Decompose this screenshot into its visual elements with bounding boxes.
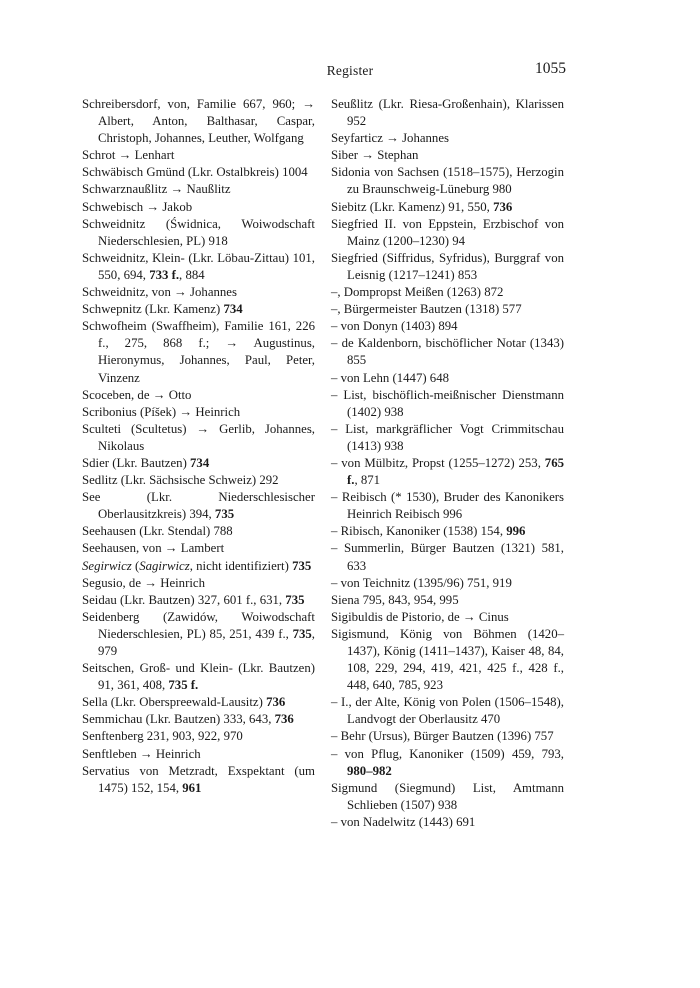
index-entry-text: Siegfried (Siffridus, Syfridus), Burggraf von Leisnig (1217–1241) 853	[331, 250, 564, 282]
index-entry	[331, 130, 564, 147]
page-number: 1055	[535, 60, 566, 77]
index-entry	[331, 96, 564, 130]
index-entry-text: – de Kaldenborn, bischöflicher Notar (1343) 855	[331, 336, 564, 368]
index-entry-text: (	[131, 558, 140, 573]
index-entry	[331, 780, 564, 814]
index-entry-text: Sdier (Lkr. Bautzen)	[82, 455, 191, 470]
index-entry-text: Seehausen (Lkr. Stendal) 788	[82, 524, 233, 539]
index-entry	[82, 728, 315, 745]
index-entry	[331, 335, 564, 369]
index-entry-text: Sculteti (Scultetus) → Gerlib, Johannes, Nikolaus	[82, 421, 315, 453]
index-entry	[82, 387, 315, 404]
index-entry	[82, 147, 315, 164]
index-entry	[82, 216, 315, 250]
index-entry	[82, 609, 315, 660]
index-entry	[331, 694, 564, 728]
index-entry-text: Schreibersdorf, von, Familie 667, 960; → Albert, Anton, Balthasar, Caspar, Christoph, Johannes, Leuther, Wolfgang	[82, 97, 315, 146]
index-entry-text: Senftleben → Heinrich	[82, 746, 201, 761]
index-entry-text: – List, bischöflich-meißnischer Dienstmann (1402) 938	[331, 387, 564, 419]
index-entry-text: 961	[182, 780, 202, 795]
index-entry-text: 735 f.	[168, 678, 199, 693]
index-entry-text: – Behr (Ursus), Bürger Bautzen (1396) 757	[331, 729, 554, 744]
index-entry	[331, 489, 564, 523]
index-entry	[82, 694, 315, 711]
index-entry	[331, 301, 564, 318]
index-entry	[331, 540, 564, 574]
index-entry	[331, 199, 564, 216]
index-entry	[82, 250, 315, 284]
index-entry-text: Schweidnitz, von → Johannes	[82, 285, 237, 300]
index-entry-text: Siegfried II. von Eppstein, Erzbischof von Mainz (1200–1230) 94	[331, 216, 564, 248]
index-entry	[82, 181, 315, 198]
index-entry-text: Sidonia von Sachsen (1518–1575), Herzogin zu Braunschweig-Lüneburg 980	[331, 165, 564, 197]
index-entry-text: Sedlitz (Lkr. Sächsische Schweiz) 292	[82, 473, 279, 488]
index-entry	[82, 540, 315, 557]
index-entry-text: Senftenberg 231, 903, 922, 970	[82, 729, 243, 744]
index-entry-text: Semmichau (Lkr. Bautzen) 333, 643,	[82, 712, 275, 727]
index-entry	[331, 746, 564, 780]
index-entry	[82, 489, 315, 523]
index-entry-text: 735	[285, 592, 305, 607]
index-entry-text: Segusio, de → Heinrich	[82, 575, 205, 590]
index-column-left	[82, 96, 315, 797]
index-entry-text: Seehausen, von → Lambert	[82, 541, 225, 556]
index-entry-text: – von Nadelwitz (1443) 691	[331, 814, 476, 829]
index-entry-text: See (Lkr. Niederschlesischer Oberlausitzkreis) 394,	[82, 490, 315, 522]
index-entry	[331, 609, 564, 626]
index-entry-text: Scoceben, de → Otto	[82, 387, 192, 402]
index-entry-text: 735	[292, 558, 312, 573]
index-entry	[82, 284, 315, 301]
index-entry-text: 736	[493, 199, 513, 214]
index-entry	[331, 387, 564, 421]
index-entry-text: 996	[506, 524, 526, 539]
index-entry-text: 736	[266, 695, 286, 710]
index-entry-text: – Summerlin, Bürger Bautzen (1321) 581, 633	[331, 541, 564, 573]
index-entry	[82, 746, 315, 763]
index-entry-text: Schwarznaußlitz → Naußlitz	[82, 182, 231, 197]
index-entry-text: – von Teichnitz (1395/96) 751, 919	[331, 575, 512, 590]
index-entry	[82, 592, 315, 609]
index-entry	[82, 421, 315, 455]
index-entry-text: – List, markgräflicher Vogt Crimmitschau (1413) 938	[331, 421, 564, 453]
index-entry-text: 765 f.	[347, 455, 564, 488]
index-entry-text: – von Lehn (1447) 648	[331, 370, 449, 385]
index-entry	[82, 199, 315, 216]
index-entry-text: –, Bürgermeister Bautzen (1318) 577	[331, 302, 522, 317]
index-entry	[82, 711, 315, 728]
index-entry	[82, 301, 315, 318]
index-entry-text: Siena 795, 843, 954, 995	[331, 592, 459, 607]
index-entry-text: , 979	[98, 626, 315, 658]
index-entry	[82, 164, 315, 181]
index-entry-text: Seidau (Lkr. Bautzen) 327, 601 f., 631,	[82, 592, 286, 607]
index-entry-text: 733 f.	[149, 267, 180, 282]
index-entry-text: Siber → Stephan	[331, 148, 419, 163]
index-entry	[82, 318, 315, 386]
index-entry	[82, 575, 315, 592]
index-entry	[331, 147, 564, 164]
index-entry	[331, 455, 564, 489]
index-entry-text: – von Pflug, Kanoniker (1509) 459, 793,	[331, 746, 564, 761]
index-entry-text: Segirwicz	[82, 558, 132, 573]
running-title: Register	[326, 63, 374, 78]
index-entry-text: – von Donyn (1403) 894	[331, 319, 458, 334]
index-entry	[331, 250, 564, 284]
index-entry	[82, 472, 315, 489]
index-column-right	[331, 96, 564, 831]
index-entry-text: Siebitz (Lkr. Kamenz) 91, 550,	[331, 199, 494, 214]
index-entry-text: – von Mülbitz, Propst (1255–1272) 253,	[331, 455, 545, 470]
index-entry-text: Seidenberg (Zawidów, Woiwodschaft Niederschlesien, PL) 85, 251, 439 f.,	[82, 609, 315, 641]
index-entry-text: Schwofheim (Swaffheim), Familie 161, 226 f., 275, 868 f.; → Augustinus, Hieronymus, Johannes, Paul, Peter, Vinzenz	[82, 319, 315, 385]
index-entry-text: Schwebisch → Jakob	[82, 199, 193, 214]
index-entry-text: Seyfarticz → Johannes	[331, 131, 449, 146]
index-entry-text: Sagirwicz	[139, 558, 190, 573]
index-entry	[82, 455, 315, 472]
index-entry-text: Scribonius (Píšek) → Heinrich	[82, 404, 241, 419]
index-entry-text: – I., der Alte, König von Polen (1506–1548), Landvogt der Oberlausitz 470	[331, 695, 564, 727]
index-entry-text: –, Dompropst Meißen (1263) 872	[331, 285, 504, 300]
index-entry-text: Schwepnitz (Lkr. Kamenz)	[82, 302, 224, 317]
index-entry-text: Sella (Lkr. Oberspreewald-Lausitz)	[82, 695, 267, 710]
index-entry-text: Schwäbisch Gmünd (Lkr. Ostalbkreis) 1004	[82, 165, 308, 180]
index-entry	[331, 370, 564, 387]
index-entry-text: 736	[274, 712, 294, 727]
index-entry-text: Seitschen, Groß- und Klein- (Lkr. Bautzen) 91, 361, 408,	[82, 661, 315, 693]
index-entry	[331, 523, 564, 540]
index-entry	[331, 421, 564, 455]
index-entry-text: Schweidnitz, Klein- (Lkr. Löbau-Zittau) 101, 550, 694,	[82, 250, 315, 282]
index-entry	[331, 318, 564, 335]
index-entry-text: Seußlitz (Lkr. Riesa-Großenhain), Klarissen 952	[331, 97, 564, 129]
index-entry-text: – Reibisch (* 1530), Bruder des Kanonikers Heinrich Reibisch 996	[331, 490, 564, 522]
index-entry-text: , 884	[179, 267, 205, 282]
index-entry	[82, 660, 315, 694]
index-entry	[331, 575, 564, 592]
index-entry	[82, 96, 315, 147]
index-entry-text: 734	[190, 455, 210, 470]
index-entry	[331, 728, 564, 745]
index-entry	[82, 763, 315, 797]
index-entry-text: 734	[223, 302, 243, 317]
index-entry-text: Schweidnitz (Świdnica, Woiwodschaft Niederschlesien, PL) 918	[82, 216, 315, 248]
index-entry-text: Sigismund, König von Böhmen (1420–1437), König (1411–1437), Kaiser 48, 84, 108, 229, 294, 419, 421, 425 f., 428 f., 448, 640, 785, 923	[331, 626, 564, 693]
index-entry-text: , nicht identifiziert)	[189, 558, 293, 573]
index-entry-text: Servatius von Metzradt, Exspektant (um 1475) 152, 154,	[82, 763, 315, 795]
index-entry-text: Schrot → Lenhart	[82, 148, 175, 163]
index-entry	[82, 404, 315, 421]
index-entry-text: Sigmund (Siegmund) List, Amtmann Schlieben (1507) 938	[331, 780, 564, 812]
index-entry-text: , 871	[354, 473, 381, 488]
index-entry	[331, 216, 564, 250]
index-entry	[331, 284, 564, 301]
index-entry-text: 980–982	[347, 763, 392, 778]
index-entry	[82, 558, 315, 575]
index-entry	[82, 523, 315, 540]
page-header	[0, 60, 700, 84]
index-entry-text: 735	[214, 507, 235, 522]
index-entry	[331, 164, 564, 198]
index-entry-text: 735	[292, 626, 312, 641]
index-entry	[331, 626, 564, 694]
index-entry	[331, 814, 564, 831]
index-entry-text: – Ribisch, Kanoniker (1538) 154,	[331, 524, 507, 539]
index-entry-text: Sigibuldis de Pistorio, de → Cinus	[331, 609, 509, 624]
index-entry	[331, 592, 564, 609]
